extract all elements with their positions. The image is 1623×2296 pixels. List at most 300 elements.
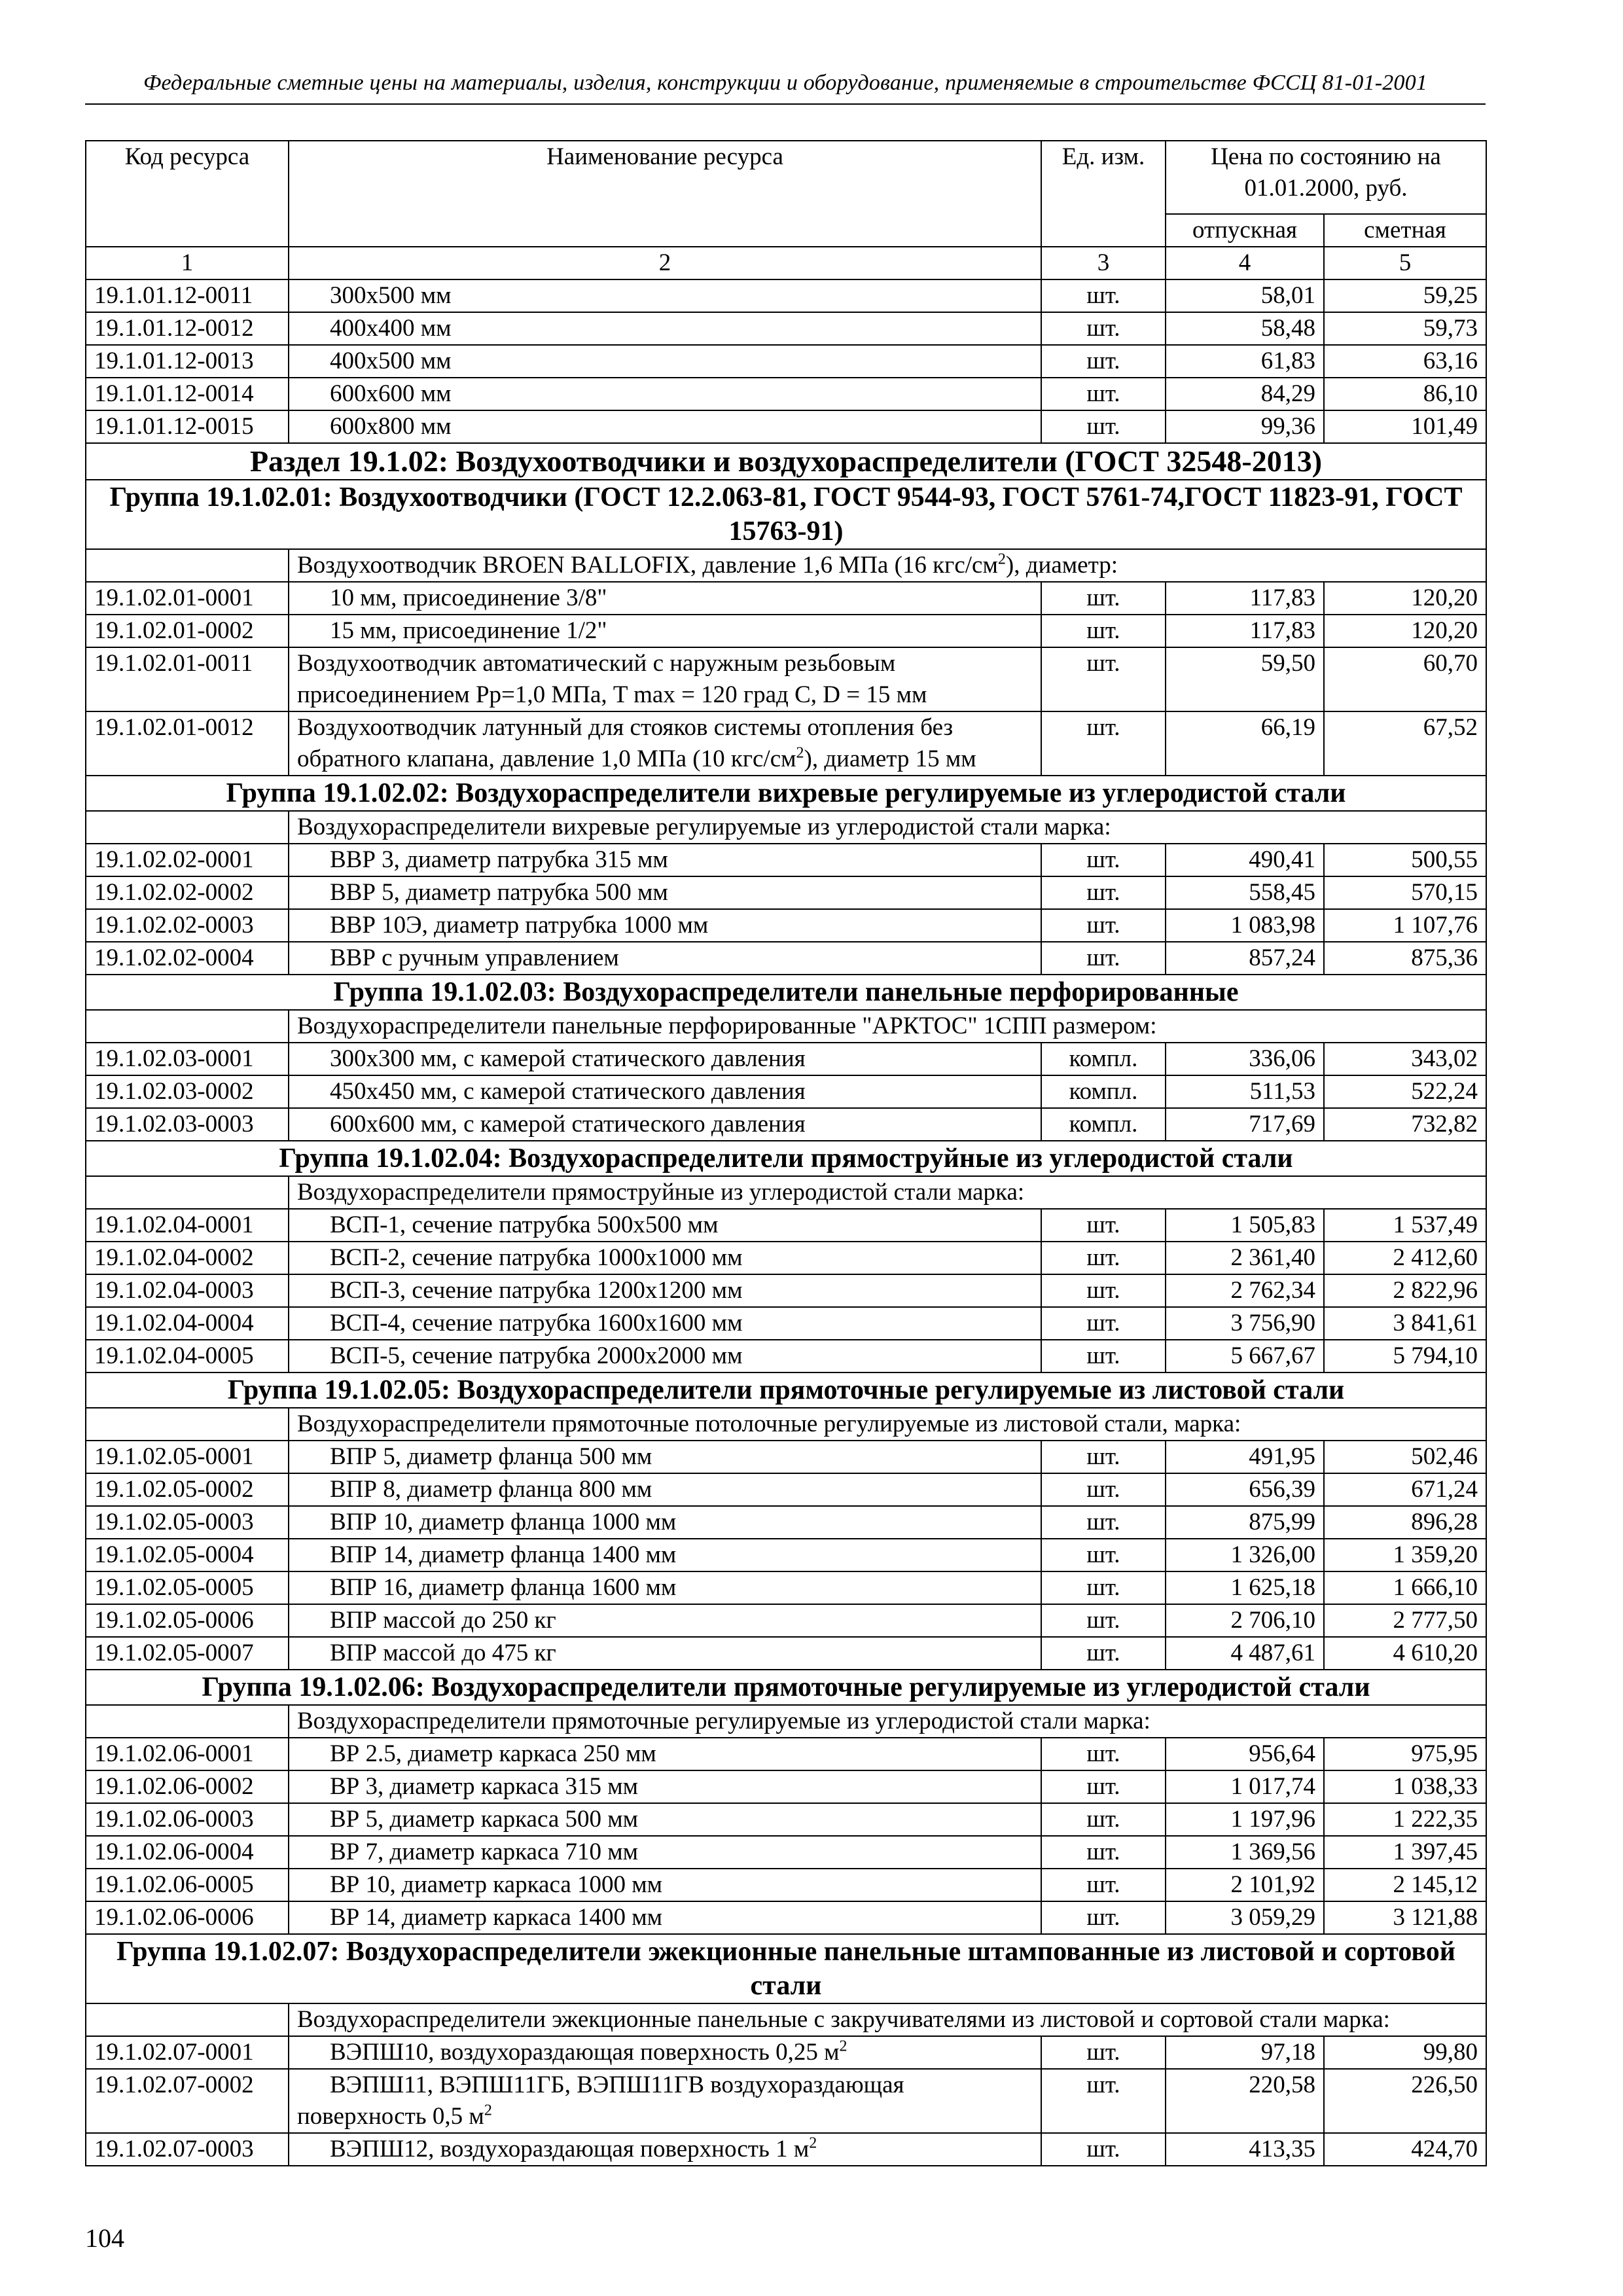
estimate-price: 1 107,76 xyxy=(1324,909,1486,942)
resource-name-text: ВЭПШ10, воздухораздающая поверхность 0,25 м xyxy=(330,2039,840,2066)
estimate-price: 522,24 xyxy=(1324,1075,1486,1108)
header-code: Код ресурса xyxy=(86,141,289,247)
resource-name xyxy=(289,2133,1041,2166)
estimate-price: 896,28 xyxy=(1324,1506,1486,1539)
table-row xyxy=(86,1738,1486,1770)
header-name: Наименование ресурса xyxy=(289,141,1041,247)
unit: шт. xyxy=(1041,2069,1166,2133)
table-row xyxy=(86,378,1486,410)
note-text: Воздухоотводчик BROEN BALLOFIX, давление 1,6 МПа (16 кгс/см xyxy=(297,552,998,579)
estimate-price: 1 666,10 xyxy=(1324,1571,1486,1604)
unit: шт. xyxy=(1041,2133,1166,2166)
resource-name-text: ВВР с ручным управлением xyxy=(330,944,619,971)
group-title: Группа 19.1.02.01: Воздухоотводчики (ГОСТ 12.2.063-81, ГОСТ 9544-93, ГОСТ 5761-74,ГОСТ 11823-91, ГОСТ 15763-91) xyxy=(86,480,1486,549)
release-price: 875,99 xyxy=(1166,1506,1324,1539)
table-row xyxy=(86,1901,1486,1934)
column-number: 2 xyxy=(289,247,1041,279)
estimate-price: 67,52 xyxy=(1324,711,1486,776)
unit: шт. xyxy=(1041,1803,1166,1836)
table-row xyxy=(86,410,1486,443)
unit: шт. xyxy=(1041,1571,1166,1604)
resource-code: 19.1.02.07-0002 xyxy=(86,2069,289,2133)
price-table xyxy=(85,140,1487,2166)
resource-name xyxy=(289,1803,1041,1836)
header-release-price: отпускная xyxy=(1166,214,1324,247)
resource-name-text: 400х500 мм xyxy=(330,348,452,374)
resource-name-text: ВСП-3, сечение патрубка 1200х1200 мм xyxy=(330,1277,743,1304)
unit: шт. xyxy=(1041,1637,1166,1670)
table-row xyxy=(86,1242,1486,1274)
unit: шт. xyxy=(1041,1441,1166,1473)
resource-name-text: ВР 5, диаметр каркаса 500 мм xyxy=(330,1806,639,1833)
unit: шт. xyxy=(1041,1901,1166,1934)
resource-code: 19.1.01.12-0012 xyxy=(86,312,289,345)
empty-code-cell xyxy=(86,1010,289,1043)
resource-code: 19.1.02.02-0001 xyxy=(86,844,289,876)
estimate-price: 4 610,20 xyxy=(1324,1637,1486,1670)
resource-code: 19.1.02.04-0002 xyxy=(86,1242,289,1274)
resource-name xyxy=(289,1506,1041,1539)
table-row xyxy=(86,1803,1486,1836)
note-text: ), диаметр: xyxy=(1005,552,1118,579)
release-price: 2 706,10 xyxy=(1166,1604,1324,1637)
estimate-price: 975,95 xyxy=(1324,1738,1486,1770)
release-price: 4 487,61 xyxy=(1166,1637,1324,1670)
resource-name-text: ВПР 8, диаметр фланца 800 мм xyxy=(330,1476,652,1503)
superscript: 2 xyxy=(839,2037,847,2055)
header-unit: Ед. изм. xyxy=(1041,141,1166,247)
superscript: 2 xyxy=(809,2134,817,2152)
release-price: 1 083,98 xyxy=(1166,909,1324,942)
table-row xyxy=(86,1340,1486,1372)
resource-code: 19.1.02.06-0006 xyxy=(86,1901,289,1934)
estimate-price: 1 397,45 xyxy=(1324,1836,1486,1869)
unit: шт. xyxy=(1041,410,1166,443)
estimate-price: 3 121,88 xyxy=(1324,1901,1486,1934)
estimate-price: 59,73 xyxy=(1324,312,1486,345)
table-row xyxy=(86,1571,1486,1604)
resource-name-text: ВР 3, диаметр каркаса 315 мм xyxy=(330,1773,639,1800)
release-price: 413,35 xyxy=(1166,2133,1324,2166)
resource-name xyxy=(289,844,1041,876)
resource-name-text: ВЭПШ11, ВЭПШ11ГБ, ВЭПШ11ГВ воздухораздающая поверхность 0,5 м xyxy=(297,2072,904,2130)
group-note: Воздухораспределители эжекционные панельные с закручивателями из листовой и сортовой стали марка: xyxy=(289,2003,1486,2036)
resource-name-text: ВСП-5, сечение патрубка 2000х2000 мм xyxy=(330,1342,743,1369)
estimate-price: 120,20 xyxy=(1324,615,1486,647)
unit: шт. xyxy=(1041,279,1166,312)
resource-name-text: ВПР 16, диаметр фланца 1600 мм xyxy=(330,1574,677,1601)
table-row xyxy=(86,876,1486,909)
estimate-price: 2 777,50 xyxy=(1324,1604,1486,1637)
resource-code: 19.1.02.06-0004 xyxy=(86,1836,289,1869)
note-row xyxy=(86,2003,1486,2036)
table-row xyxy=(86,2036,1486,2069)
estimate-price: 99,80 xyxy=(1324,2036,1486,2069)
resource-name-text: Воздухоотводчик латунный для стояков системы отопления без обратного клапана, давление 1,0 МПа (10 кгс/см xyxy=(297,714,954,772)
estimate-price: 424,70 xyxy=(1324,2133,1486,2166)
resource-name xyxy=(289,1108,1041,1141)
release-price: 59,50 xyxy=(1166,647,1324,711)
resource-code: 19.1.02.01-0002 xyxy=(86,615,289,647)
empty-code-cell xyxy=(86,549,289,582)
resource-code: 19.1.02.06-0005 xyxy=(86,1869,289,1901)
table-row xyxy=(86,1770,1486,1803)
estimate-price: 5 794,10 xyxy=(1324,1340,1486,1372)
table-row xyxy=(86,647,1486,711)
estimate-price: 226,50 xyxy=(1324,2069,1486,2133)
group-title-row xyxy=(86,480,1486,549)
estimate-price: 101,49 xyxy=(1324,410,1486,443)
resource-code: 19.1.02.05-0003 xyxy=(86,1506,289,1539)
unit: шт. xyxy=(1041,711,1166,776)
resource-name xyxy=(289,1604,1041,1637)
resource-name-text: 600х600 мм xyxy=(330,380,452,407)
unit: шт. xyxy=(1041,1473,1166,1506)
resource-name-text: ВВР 5, диаметр патрубка 500 мм xyxy=(330,879,668,906)
estimate-price: 86,10 xyxy=(1324,378,1486,410)
header-rule xyxy=(85,103,1486,105)
resource-code: 19.1.02.05-0005 xyxy=(86,1571,289,1604)
header-price: Цена по состоянию на 01.01.2000, руб. xyxy=(1166,141,1486,214)
table-row xyxy=(86,1274,1486,1307)
estimate-price: 59,25 xyxy=(1324,279,1486,312)
release-price: 956,64 xyxy=(1166,1738,1324,1770)
resource-name-text: 300х300 мм, с камерой статического давления xyxy=(330,1045,806,1072)
resource-name xyxy=(289,909,1041,942)
table-row xyxy=(86,1836,1486,1869)
resource-name xyxy=(289,279,1041,312)
resource-name-text: Воздухоотводчик автоматический с наружным резьбовым присоединением Рр=1,0 МПа, T max = 120 град С, D = 15 мм xyxy=(297,650,927,708)
resource-name-text: 15 мм, присоединение 1/2" xyxy=(330,617,607,644)
estimate-price: 343,02 xyxy=(1324,1043,1486,1075)
release-price: 490,41 xyxy=(1166,844,1324,876)
release-price: 1 197,96 xyxy=(1166,1803,1324,1836)
group-title: Группа 19.1.02.07: Воздухораспределители эжекционные панельные штампованные из листовой и сортовой стали xyxy=(86,1934,1486,2003)
group-title: Группа 19.1.02.04: Воздухораспределители прямоструйные из углеродистой стали xyxy=(86,1141,1486,1176)
table-row xyxy=(86,909,1486,942)
resource-code: 19.1.02.04-0005 xyxy=(86,1340,289,1372)
group-title-row xyxy=(86,776,1486,811)
resource-code: 19.1.02.02-0002 xyxy=(86,876,289,909)
release-price: 61,83 xyxy=(1166,345,1324,378)
release-price: 336,06 xyxy=(1166,1043,1324,1075)
resource-name-text: 600х800 мм xyxy=(330,413,452,440)
unit: шт. xyxy=(1041,2036,1166,2069)
resource-name xyxy=(289,1242,1041,1274)
release-price: 3 059,29 xyxy=(1166,1901,1324,1934)
note-row xyxy=(86,1176,1486,1209)
resource-name-text: ), диаметр 15 мм xyxy=(804,745,976,772)
resource-name-text: ВВР 3, диаметр патрубка 315 мм xyxy=(330,846,668,873)
group-title-row xyxy=(86,1934,1486,2003)
resource-code: 19.1.02.06-0003 xyxy=(86,1803,289,1836)
resource-name-text: 10 мм, присоединение 3/8" xyxy=(330,584,607,611)
resource-name xyxy=(289,1307,1041,1340)
release-price: 1 625,18 xyxy=(1166,1571,1324,1604)
table-row xyxy=(86,2069,1486,2133)
resource-code: 19.1.02.01-0012 xyxy=(86,711,289,776)
unit: компл. xyxy=(1041,1043,1166,1075)
empty-code-cell xyxy=(86,1408,289,1441)
group-title: Группа 19.1.02.06: Воздухораспределители прямоточные регулируемые из углеродистой стали xyxy=(86,1670,1486,1705)
empty-code-cell xyxy=(86,1176,289,1209)
estimate-price: 2 822,96 xyxy=(1324,1274,1486,1307)
resource-name xyxy=(289,1340,1041,1372)
resource-name-text: 600х600 мм, с камерой статического давления xyxy=(330,1111,806,1138)
resource-name-text: ВПР массой до 250 кг xyxy=(330,1607,556,1634)
resource-code: 19.1.02.06-0001 xyxy=(86,1738,289,1770)
resource-name xyxy=(289,1274,1041,1307)
resource-name-text: ВР 7, диаметр каркаса 710 мм xyxy=(330,1839,639,1865)
release-price: 220,58 xyxy=(1166,2069,1324,2133)
header-estimate-price: сметная xyxy=(1324,214,1486,247)
group-title-row xyxy=(86,975,1486,1010)
group-title: Группа 19.1.02.03: Воздухораспределители панельные перфорированные xyxy=(86,975,1486,1010)
table-row xyxy=(86,1604,1486,1637)
group-title-row xyxy=(86,1372,1486,1408)
resource-code: 19.1.02.04-0004 xyxy=(86,1307,289,1340)
release-price: 656,39 xyxy=(1166,1473,1324,1506)
resource-name xyxy=(289,1209,1041,1242)
unit: шт. xyxy=(1041,1274,1166,1307)
page-number: 104 xyxy=(85,2223,124,2253)
estimate-price: 60,70 xyxy=(1324,647,1486,711)
resource-name xyxy=(289,1901,1041,1934)
note-row xyxy=(86,811,1486,844)
superscript: 2 xyxy=(796,744,804,762)
release-price: 58,01 xyxy=(1166,279,1324,312)
resource-code: 19.1.02.03-0002 xyxy=(86,1075,289,1108)
release-price: 117,83 xyxy=(1166,582,1324,615)
note-row xyxy=(86,1010,1486,1043)
group-title-row xyxy=(86,1670,1486,1705)
unit: компл. xyxy=(1041,1075,1166,1108)
section-title-row xyxy=(86,443,1486,480)
unit: шт. xyxy=(1041,1506,1166,1539)
resource-name-text: 400х400 мм xyxy=(330,315,452,342)
release-price: 58,48 xyxy=(1166,312,1324,345)
resource-name-text: ВР 2.5, диаметр каркаса 250 мм xyxy=(330,1740,656,1767)
superscript: 2 xyxy=(484,2102,492,2119)
resource-code: 19.1.02.05-0004 xyxy=(86,1539,289,1571)
estimate-price: 2 145,12 xyxy=(1324,1869,1486,1901)
group-title: Группа 19.1.02.02: Воздухораспределители вихревые регулируемые из углеродистой стали xyxy=(86,776,1486,811)
table-row xyxy=(86,1441,1486,1473)
release-price: 491,95 xyxy=(1166,1441,1324,1473)
release-price: 1 369,56 xyxy=(1166,1836,1324,1869)
resource-name-text: 450х450 мм, с камерой статического давления xyxy=(330,1078,806,1105)
estimate-price: 3 841,61 xyxy=(1324,1307,1486,1340)
unit: шт. xyxy=(1041,1738,1166,1770)
group-title: Группа 19.1.02.05: Воздухораспределители прямоточные регулируемые из листовой стали xyxy=(86,1372,1486,1408)
resource-name xyxy=(289,1770,1041,1803)
resource-code: 19.1.02.03-0003 xyxy=(86,1108,289,1141)
unit: шт. xyxy=(1041,1209,1166,1242)
table-row xyxy=(86,1869,1486,1901)
estimate-price: 500,55 xyxy=(1324,844,1486,876)
unit: шт. xyxy=(1041,942,1166,975)
release-price: 1 505,83 xyxy=(1166,1209,1324,1242)
resource-name xyxy=(289,312,1041,345)
empty-code-cell xyxy=(86,1705,289,1738)
table-row xyxy=(86,1506,1486,1539)
column-number: 1 xyxy=(86,247,289,279)
resource-code: 19.1.02.05-0006 xyxy=(86,1604,289,1637)
running-header: Федеральные сметные цены на материалы, изделия, конструкции и оборудование, применяемые в строительстве ФССЦ 81-01-2001 xyxy=(143,71,1428,95)
column-number: 4 xyxy=(1166,247,1324,279)
resource-code: 19.1.02.05-0001 xyxy=(86,1441,289,1473)
unit: шт. xyxy=(1041,1604,1166,1637)
estimate-price: 875,36 xyxy=(1324,942,1486,975)
table-row xyxy=(86,942,1486,975)
resource-code: 19.1.01.12-0015 xyxy=(86,410,289,443)
estimate-price: 1 359,20 xyxy=(1324,1539,1486,1571)
resource-code: 19.1.02.04-0003 xyxy=(86,1274,289,1307)
group-note: Воздухораспределители прямоточные потолочные регулируемые из листовой стали, марка: xyxy=(289,1408,1486,1441)
release-price: 2 762,34 xyxy=(1166,1274,1324,1307)
unit: шт. xyxy=(1041,1539,1166,1571)
superscript: 2 xyxy=(997,550,1006,568)
table-row xyxy=(86,1539,1486,1571)
unit: шт. xyxy=(1041,378,1166,410)
resource-name xyxy=(289,1637,1041,1670)
unit: шт. xyxy=(1041,844,1166,876)
estimate-price: 2 412,60 xyxy=(1324,1242,1486,1274)
resource-code: 19.1.02.07-0001 xyxy=(86,2036,289,2069)
resource-name-text: ВСП-4, сечение патрубка 1600х1600 мм xyxy=(330,1310,743,1336)
unit: шт. xyxy=(1041,876,1166,909)
section-title: Раздел 19.1.02: Воздухоотводчики и воздухораспределители (ГОСТ 32548-2013) xyxy=(86,443,1486,480)
release-price: 3 756,90 xyxy=(1166,1307,1324,1340)
release-price: 2 101,92 xyxy=(1166,1869,1324,1901)
unit: шт. xyxy=(1041,615,1166,647)
estimate-price: 63,16 xyxy=(1324,345,1486,378)
release-price: 117,83 xyxy=(1166,615,1324,647)
unit: шт. xyxy=(1041,345,1166,378)
unit: шт. xyxy=(1041,1836,1166,1869)
resource-name xyxy=(289,1473,1041,1506)
resource-name xyxy=(289,1539,1041,1571)
resource-code: 19.1.01.12-0014 xyxy=(86,378,289,410)
resource-name xyxy=(289,1441,1041,1473)
unit: шт. xyxy=(1041,582,1166,615)
column-number: 3 xyxy=(1041,247,1166,279)
resource-name-text: ВР 10, диаметр каркаса 1000 мм xyxy=(330,1871,663,1898)
table-row xyxy=(86,1307,1486,1340)
resource-code: 19.1.02.02-0004 xyxy=(86,942,289,975)
resource-name-text: ВПР 14, диаметр фланца 1400 мм xyxy=(330,1541,677,1568)
table-row xyxy=(86,615,1486,647)
release-price: 511,53 xyxy=(1166,1075,1324,1108)
resource-code: 19.1.02.01-0001 xyxy=(86,582,289,615)
table-row xyxy=(86,279,1486,312)
table-row xyxy=(86,1473,1486,1506)
resource-name xyxy=(289,378,1041,410)
resource-code: 19.1.02.02-0003 xyxy=(86,909,289,942)
table-row xyxy=(86,2133,1486,2166)
resource-code: 19.1.02.01-0011 xyxy=(86,647,289,711)
estimate-price: 1 222,35 xyxy=(1324,1803,1486,1836)
resource-code: 19.1.02.05-0002 xyxy=(86,1473,289,1506)
estimate-price: 1 038,33 xyxy=(1324,1770,1486,1803)
table-row xyxy=(86,1209,1486,1242)
resource-code: 19.1.01.12-0011 xyxy=(86,279,289,312)
resource-name-text: ВР 14, диаметр каркаса 1400 мм xyxy=(330,1904,663,1931)
resource-name xyxy=(289,2069,1041,2133)
resource-name xyxy=(289,876,1041,909)
estimate-price: 120,20 xyxy=(1324,582,1486,615)
unit: шт. xyxy=(1041,1340,1166,1372)
resource-name-text: ВСП-2, сечение патрубка 1000х1000 мм xyxy=(330,1244,743,1271)
resource-name xyxy=(289,2036,1041,2069)
release-price: 97,18 xyxy=(1166,2036,1324,2069)
table-row xyxy=(86,1637,1486,1670)
column-number-row xyxy=(86,247,1486,279)
group-note: Воздухораспределители панельные перфорированные "АРКТОС" 1СПП размером: xyxy=(289,1010,1486,1043)
estimate-price: 732,82 xyxy=(1324,1108,1486,1141)
resource-name-text: 300х500 мм xyxy=(330,282,452,309)
table-row xyxy=(86,1108,1486,1141)
group-note: Воздухораспределители прямоструйные из углеродистой стали марка: xyxy=(289,1176,1486,1209)
table-header-row xyxy=(86,141,1486,214)
table-row xyxy=(86,1075,1486,1108)
resource-code: 19.1.01.12-0013 xyxy=(86,345,289,378)
release-price: 558,45 xyxy=(1166,876,1324,909)
estimate-price: 502,46 xyxy=(1324,1441,1486,1473)
note-row xyxy=(86,549,1486,582)
column-number: 5 xyxy=(1324,247,1486,279)
release-price: 2 361,40 xyxy=(1166,1242,1324,1274)
release-price: 857,24 xyxy=(1166,942,1324,975)
table-row xyxy=(86,1043,1486,1075)
group-title-row xyxy=(86,1141,1486,1176)
resource-name xyxy=(289,1075,1041,1108)
unit: шт. xyxy=(1041,312,1166,345)
unit: шт. xyxy=(1041,909,1166,942)
resource-code: 19.1.02.06-0002 xyxy=(86,1770,289,1803)
estimate-price: 1 537,49 xyxy=(1324,1209,1486,1242)
group-note: Воздухораспределители прямоточные регулируемые из углеродистой стали марка: xyxy=(289,1705,1486,1738)
estimate-price: 671,24 xyxy=(1324,1473,1486,1506)
group-note xyxy=(289,549,1486,582)
resource-name xyxy=(289,615,1041,647)
resource-name xyxy=(289,1571,1041,1604)
table-row xyxy=(86,711,1486,776)
table-row xyxy=(86,345,1486,378)
estimate-price: 570,15 xyxy=(1324,876,1486,909)
release-price: 66,19 xyxy=(1166,711,1324,776)
note-row xyxy=(86,1705,1486,1738)
resource-name xyxy=(289,942,1041,975)
resource-name xyxy=(289,345,1041,378)
resource-code: 19.1.02.07-0003 xyxy=(86,2133,289,2166)
resource-name xyxy=(289,647,1041,711)
resource-name xyxy=(289,1043,1041,1075)
release-price: 5 667,67 xyxy=(1166,1340,1324,1372)
unit: шт. xyxy=(1041,1242,1166,1274)
resource-name-text: ВПР 10, диаметр фланца 1000 мм xyxy=(330,1509,677,1535)
unit: шт. xyxy=(1041,1869,1166,1901)
resource-name xyxy=(289,410,1041,443)
resource-name-text: ВПР 5, диаметр фланца 500 мм xyxy=(330,1443,652,1470)
note-row xyxy=(86,1408,1486,1441)
release-price: 1 017,74 xyxy=(1166,1770,1324,1803)
resource-code: 19.1.02.04-0001 xyxy=(86,1209,289,1242)
resource-name xyxy=(289,1836,1041,1869)
resource-code: 19.1.02.03-0001 xyxy=(86,1043,289,1075)
table-row xyxy=(86,844,1486,876)
release-price: 84,29 xyxy=(1166,378,1324,410)
